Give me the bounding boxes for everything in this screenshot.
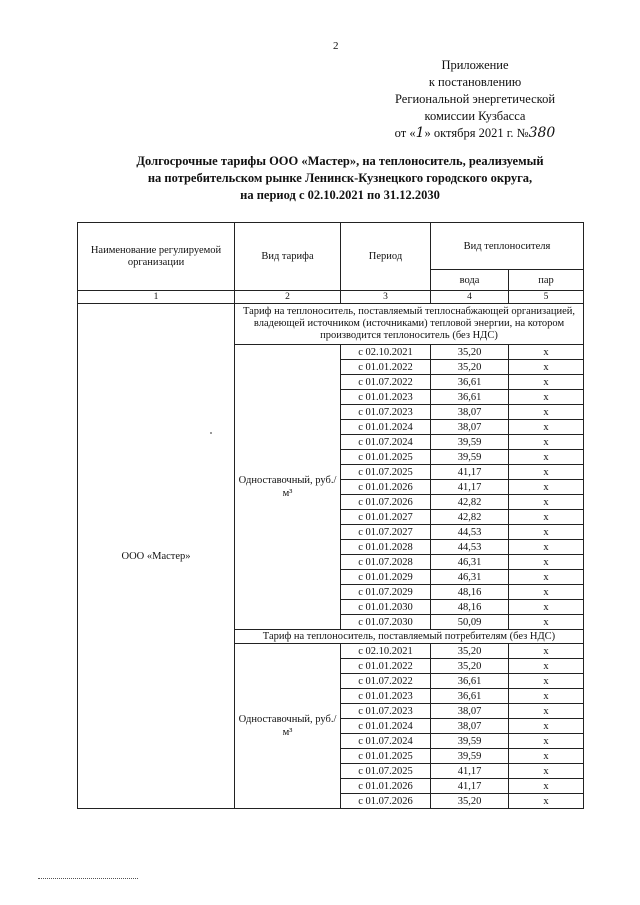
cell-water: 36,61 [431,689,509,704]
cell-period: с 01.07.2025 [341,465,431,480]
cell-period: с 01.07.2024 [341,435,431,450]
cell-period: с 01.07.2026 [341,495,431,510]
cell-period: с 01.01.2026 [341,480,431,495]
cell-steam: х [509,465,584,480]
section-title: Тариф на теплоноситель, поставляемый теплоснабжающей организацией, владеющей источником (источниками) тепловой энергии, на котором производится теплоноситель (без НДС) [235,304,584,345]
cell-water: 44,53 [431,525,509,540]
cell-period: с 01.07.2030 [341,615,431,630]
cell-water: 38,07 [431,405,509,420]
cell-steam: х [509,734,584,749]
cell-steam: х [509,345,584,360]
cell-water: 38,07 [431,719,509,734]
appendix-line: комиссии Кузбасса [424,109,526,123]
header-tariff-type: Вид тарифа [235,223,341,291]
cell-water: 38,07 [431,704,509,719]
appendix-line: к постановлению [428,75,522,89]
cell-period: с 01.01.2028 [341,540,431,555]
header-org: Наименование регулируемой организации [78,223,235,291]
cell-water: 48,16 [431,585,509,600]
cell-period: с 01.01.2025 [341,749,431,764]
cell-steam: х [509,585,584,600]
cell-period: с 02.10.2021 [341,345,431,360]
cell-steam: х [509,779,584,794]
cell-steam: х [509,495,584,510]
header-carrier: Вид теплоносителя [431,223,584,270]
cell-water: 35,20 [431,794,509,809]
cell-water: 50,09 [431,615,509,630]
cell-period: с 01.07.2023 [341,704,431,719]
date-prefix: от « [394,126,416,140]
cell-period: с 01.07.2024 [341,734,431,749]
cell-steam: х [509,360,584,375]
cell-steam: х [509,375,584,390]
cell-water: 41,17 [431,779,509,794]
cell-period: с 01.07.2029 [341,585,431,600]
cell-water: 42,82 [431,495,509,510]
cell-steam: х [509,480,584,495]
cell-steam: х [509,749,584,764]
cell-steam: х [509,689,584,704]
cell-period: с 01.01.2023 [341,390,431,405]
cell-water: 46,31 [431,570,509,585]
cell-period: с 01.07.2027 [341,525,431,540]
cell-steam: х [509,764,584,779]
cell-water: 42,82 [431,510,509,525]
cell-steam: х [509,390,584,405]
cell-steam: х [509,674,584,689]
column-number: 1 [78,291,235,304]
tariff-type: Одноставочный, руб./м³ [235,345,341,630]
cell-period: с 01.07.2025 [341,764,431,779]
section-title: Тариф на теплоноситель, поставляемый потребителям (без НДС) [235,630,584,644]
footer-rule [38,878,138,879]
cell-water: 35,20 [431,360,509,375]
cell-steam: х [509,704,584,719]
cell-steam: х [509,540,584,555]
cell-period: с 01.07.2023 [341,405,431,420]
cell-period: с 01.01.2026 [341,779,431,794]
cell-water: 39,59 [431,749,509,764]
cell-water: 39,59 [431,450,509,465]
cell-steam: х [509,659,584,674]
cell-steam: х [509,555,584,570]
cell-period: с 01.07.2022 [341,674,431,689]
cell-steam: х [509,719,584,734]
cell-water: 39,59 [431,435,509,450]
appendix-block [370,57,580,142]
document-title [60,153,620,204]
organization-name: ООО «Мастер» [78,304,235,809]
cell-period: с 02.10.2021 [341,644,431,659]
cell-water: 41,17 [431,465,509,480]
doc-number-handwritten: 380 [528,125,556,141]
appendix-date-line [370,125,580,142]
appendix-line: Региональной энергетической [394,92,556,106]
cell-steam: х [509,525,584,540]
cell-period: с 01.01.2027 [341,510,431,525]
page-number: 2 [333,40,339,52]
column-number: 3 [341,291,431,304]
cell-period: с 01.01.2024 [341,420,431,435]
tariff-type: Одноставочный, руб./м³ [235,644,341,809]
cell-steam: х [509,510,584,525]
cell-water: 35,20 [431,659,509,674]
cell-water: 35,20 [431,644,509,659]
cell-steam: х [509,570,584,585]
tariff-table [77,222,584,809]
appendix-line: Приложение [441,58,509,72]
cell-water: 41,17 [431,480,509,495]
cell-period: с 01.01.2024 [341,719,431,734]
cell-water: 36,61 [431,375,509,390]
cell-period: с 01.01.2030 [341,600,431,615]
cell-period: с 01.01.2022 [341,659,431,674]
cell-steam: х [509,600,584,615]
cell-steam: х [509,450,584,465]
cell-steam: х [509,435,584,450]
date-suffix: » октября 2021 г. № [424,126,529,140]
cell-period: с 01.07.2022 [341,375,431,390]
header-period: Период [341,223,431,291]
cell-period: с 01.01.2022 [341,360,431,375]
date-day-handwritten: 1 [415,125,425,141]
cell-steam: х [509,405,584,420]
cell-water: 35,20 [431,345,509,360]
scan-speck [210,432,212,434]
cell-water: 48,16 [431,600,509,615]
cell-period: с 01.07.2028 [341,555,431,570]
title-line: на период с 02.10.2021 по 31.12.2030 [240,188,440,202]
cell-steam: х [509,644,584,659]
cell-steam: х [509,794,584,809]
cell-steam: х [509,420,584,435]
column-number: 5 [509,291,584,304]
column-number: 2 [235,291,341,304]
cell-water: 36,61 [431,674,509,689]
cell-period: с 01.01.2023 [341,689,431,704]
cell-period: с 01.07.2026 [341,794,431,809]
cell-period: с 01.01.2025 [341,450,431,465]
cell-period: с 01.01.2029 [341,570,431,585]
title-line: Долгосрочные тарифы ООО «Мастер», на теплоноситель, реализуемый [136,154,544,168]
header-water: вода [431,270,509,291]
cell-water: 44,53 [431,540,509,555]
cell-water: 41,17 [431,764,509,779]
cell-water: 46,31 [431,555,509,570]
cell-water: 36,61 [431,390,509,405]
cell-water: 39,59 [431,734,509,749]
cell-water: 38,07 [431,420,509,435]
cell-steam: х [509,615,584,630]
column-number: 4 [431,291,509,304]
header-steam: пар [509,270,584,291]
title-line: на потребительском рынке Ленинск-Кузнецкого городского округа, [147,171,533,185]
